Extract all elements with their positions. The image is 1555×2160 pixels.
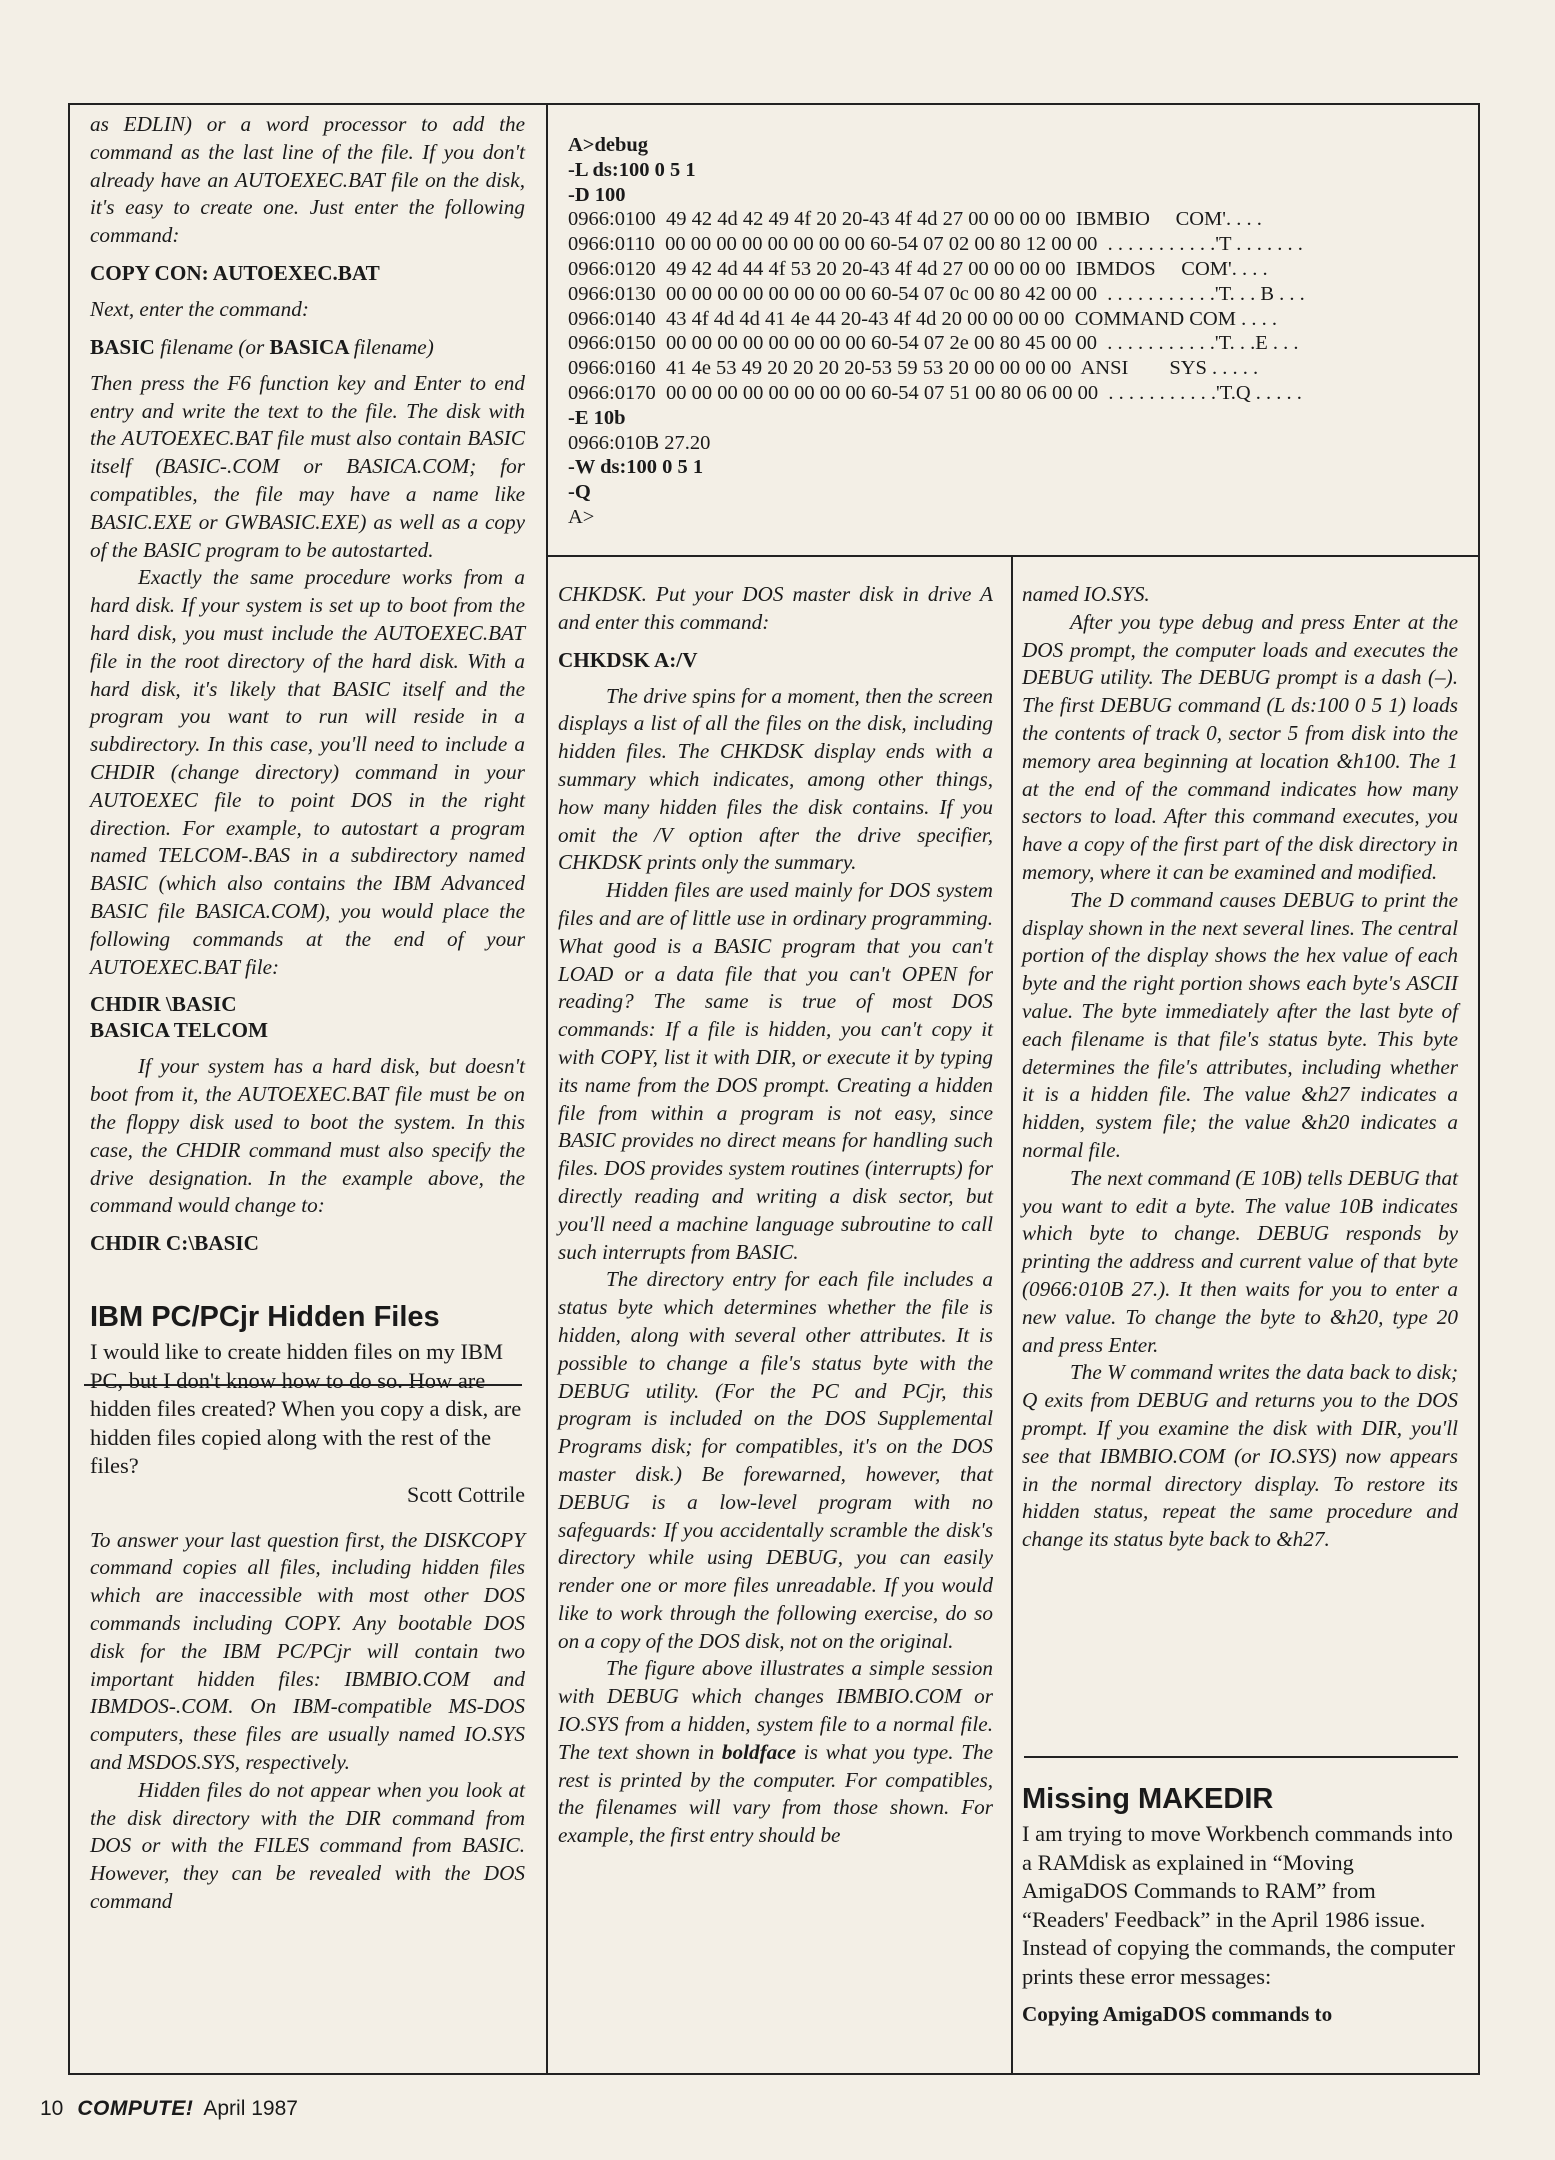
col3-paragraph-2: After you type debug and press Enter at the DOS prompt, the computer loads and executes the DEBUG utility. The DEBUG prompt is a dash (–). The first DEBUG command (L ds:100 0 5 1) loads the contents of track 0, sector 5 from disk into the memory area beginning at location &h100. The 1 at the end of the command indicates how many sectors to load. After this command executes, you have a copy of the first part of the disk directory in memory, where it can be examined and modified. — [1022, 609, 1458, 884]
section-heading-hidden-files: IBM PC/PCjr Hidden Files — [90, 1301, 440, 1334]
debug-line: -D 100 — [568, 183, 626, 206]
letter-signature: Scott Cottrile — [407, 1481, 525, 1507]
debug-line: -E 10b — [568, 406, 626, 429]
magazine-brand: COMPUTE! — [77, 2097, 194, 2120]
rule-col3 — [1024, 1756, 1458, 1758]
reader-letter-makedir: I am trying to move Workbench commands into a RAMdisk as explained in “Moving AmigaDOS Commands to RAM” from “Readers' Feedback” in the April 1986 issue. Instead of copying the commands, the computer prints these error messages: — [1022, 1821, 1456, 1989]
debug-line: 0966:0100 49 42 4d 42 49 4f 20 20-43 4f 4d 27 00 00 00 00 IBMBIO COM'. . . . — [568, 208, 1262, 231]
issue-date: April 1987 — [203, 2097, 298, 2120]
debug-line: 0966:0170 00 00 00 00 00 00 00 00 60-54 07 51 00 80 06 00 00 . . . . . . . . . . .'T.Q . . . . . — [568, 381, 1302, 404]
section-heading-makedir: Missing MAKEDIR — [1022, 1783, 1274, 1815]
col1-paragraph-2: Next, enter the command: — [90, 296, 309, 321]
column-divider-1 — [546, 103, 548, 2075]
command-basica-telcom: BASICA TELCOM — [90, 1018, 268, 1043]
command-chkdsk: CHKDSK A:/V — [558, 647, 698, 672]
cmd-basic-c: (or — [238, 334, 265, 359]
command-copy-con: COPY CON: AUTOEXEC.BAT — [90, 260, 380, 285]
col2-paragraph-2: The drive spins for a moment, then the screen displays a list of all the files on the disk, including hidden files. The CHKDSK display ends with a summary which indicates, among other things, how many hidden files the disk contains. If you omit the /V option after the drive specifier, CHKDSK prints only the summary. — [558, 683, 993, 875]
debug-line: A> — [568, 505, 595, 528]
column-divider-2 — [1011, 557, 1013, 2075]
debug-box-bottom-rule — [546, 555, 1480, 557]
reader-letter-hidden-files: I would like to create hidden files on my IBM PC, but I don't know how to do so. How are hidden files created? When you copy a disk, are hidden files copied along with the rest of the files? — [90, 1339, 522, 1479]
col3-paragraph-4: The next command (E 10B) tells DEBUG that you want to edit a byte. The value 10B indicates which byte to change. DEBUG responds by printing the address and current value of that byte (0966:010B 27.). It then waits for you to enter a new value. To change the byte to &h20, type 20 and press Enter. — [1022, 1165, 1458, 1357]
cmd-basic-b: filename — [160, 334, 234, 359]
col1-paragraph-3: Then press the F6 function key and Enter to end entry and write the text to the file. The disk with the AUTOEXEC.BAT file must also contain BASIC itself (BASIC-.COM or BASICA.COM; for compatibles, the file may have a name like BASIC.EXE or GWBASIC.EXE) as well as a copy of the BASIC program to be autostarted. — [90, 370, 525, 562]
debug-line: 0966:0110 00 00 00 00 00 00 00 00 60-54 07 02 00 80 12 00 00 . . . . . . . . . . .'T . . . . . . . — [568, 233, 1303, 256]
col3-paragraph-1: named IO.SYS. — [1022, 582, 1150, 606]
debug-line: 0966:0150 00 00 00 00 00 00 00 00 60-54 07 2e 00 80 45 00 00 . . . . . . . . . . .'T. . .E . . . — [568, 332, 1299, 355]
cmd-basic-d: BASICA — [269, 334, 349, 359]
debug-line: 0966:0140 43 4f 4d 4d 41 4e 44 20-43 4f 4d 20 00 00 00 00 COMMAND COM . . . . — [568, 307, 1277, 330]
debug-line: 0966:0130 00 00 00 00 00 00 00 00 60-54 07 0c 00 80 42 00 00 . . . . . . . . . . .'T. . . B . . . — [568, 282, 1305, 305]
debug-line: 0966:010B 27.20 — [568, 431, 711, 454]
command-chdir-basic: CHDIR \BASIC — [90, 992, 237, 1017]
page-number: 10 — [40, 2097, 64, 2120]
col2-paragraph-5: The figure above illustrates a simple session with DEBUG which changes IBMBIO.COM or IO.SYS from a hidden, system file to a normal file. The text shown in boldface is what you type. The rest is printed by the computer. For compatibles, the filenames will vary from those shown. For example, the first entry should be — [558, 1656, 993, 1848]
col1-paragraph-4: Exactly the same procedure works from a hard disk. If your system is set up to boot from the hard disk, you must include the AUTOEXEC.BAT file in the root directory of the hard disk. With a hard disk, it's likely that BASIC itself and the program you want to run will reside in a subdirectory. In this case, you'll need to include a CHDIR (change directory) command in your AUTOEXEC file to point DOS in the right direction. For example, to autostart a program named TELCOM-.BAS in a subdirectory named BASIC (which also contains the IBM Advanced BASIC file BASICA.COM), you would place the following commands at the end of your AUTOEXEC.BAT file: — [90, 565, 525, 979]
command-chdir-c: CHDIR C:\BASIC — [90, 1231, 259, 1256]
debug-line: A>debug — [568, 134, 649, 156]
debug-line: -L ds:100 0 5 1 — [568, 158, 696, 181]
col1-paragraph-7: Hidden files do not appear when you look at the disk directory with the DIR command from DOS or with the FILES command from BASIC. However, they can be revealed with the DOS command — [90, 1777, 525, 1913]
col1-paragraph-5: If your system has a hard disk, but doesn't boot from it, the AUTOEXEC.BAT file must be on the floppy disk used to boot the system. In this case, the CHDIR command must also specify the drive designation. In the example above, the command would change to: — [90, 1054, 525, 1218]
col3-paragraph-5: The W command writes the data back to disk; Q exits from DEBUG and returns you to the DOS prompt. If you examine the disk with DIR, you'll see that IBMBIO.COM (or IO.SYS) now appears in the normal directory display. To restore its hidden status, repeat the same procedure and change its status byte back to &h27. — [1022, 1360, 1458, 1552]
col1-paragraph-6: To answer your last question first, the DISKCOPY command copies all files, including hidden files which are inaccessible with most other DOS commands including COPY. Any bootable DOS disk for the IBM PC/PCjr will contain two important hidden files: IBMBIO.COM and IBMDOS-.COM. On IBM-compatible MS-DOS computers, these files are usually named IO.SYS and MSDOS.SYS, respectively. — [90, 1527, 525, 1774]
debug-session-listing — [568, 133, 1468, 530]
column-3 — [1022, 581, 1458, 1554]
debug-line: 0966:0160 41 4e 53 49 20 20 20 20-53 59 53 20 00 00 00 00 ANSI SYS . . . . . — [568, 357, 1259, 380]
command-basic — [90, 334, 525, 360]
col1-paragraph-1: as EDLIN) or a word processor to add the command as the last line of the file. If you don't already have an AUTOEXEC.BAT file on the disk, it's easy to create one. Just enter the following command: — [90, 112, 525, 248]
column-3-lower — [1022, 1782, 1458, 2037]
col2-paragraph-4: The directory entry for each file includes a status byte which determines whether the file is hidden, along with several other attributes. It is possible to change a file's status byte with the DEBUG utility. (For the PC and PCjr, this program is included on the DOS Supplemental Programs disk; for compatibles, it's on the DOS master disk.) Be forewarned, however, that DEBUG is a low-level program with no safeguards: If you accidentally scramble the disk's directory while using DEBUG, you can easily render one or more files unreadable. If you would like to work through the following exercise, do so on a copy of the DOS disk, not on the original. — [558, 1267, 993, 1653]
col3-paragraph-3: The D command causes DEBUG to print the display shown in the next several lines. The central portion of the display shows the hex value of each byte and the right portion shows each byte's ASCII value. The byte immediately after the last byte of each filename is that file's status byte. This byte determines the file's attributes, including whether it is a hidden file. The value &h27 indicates a hidden, system file; the value &h20 indicates a normal file. — [1022, 887, 1458, 1162]
column-2 — [558, 581, 993, 1850]
debug-line: -W ds:100 0 5 1 — [568, 456, 704, 479]
col2-paragraph-1: CHKDSK. Put your DOS master disk in drive A and enter this command: — [558, 582, 993, 634]
cmd-basic-a: BASIC — [90, 334, 155, 359]
debug-line: -Q — [568, 481, 591, 504]
cmd-basic-e: filename) — [353, 334, 434, 359]
col2-paragraph-3: Hidden files are used mainly for DOS system files and are of little use in ordinary programming. What good is a BASIC program that you can't LOAD or a data file that you can't OPEN for reading? The same is true of most DOS commands: If a file is hidden, you can't copy it with COPY, list it with DIR, or execute it by typing its name from the DOS prompt. Creating a hidden file from within a program is not easy, since BASIC provides no direct means for handling such files. DOS provides system routines (interrupts) for directly reading and writing a disk sector, but you'll need a machine language subroutine to call such interrupts from BASIC. — [558, 878, 993, 1264]
debug-line: 0966:0120 49 42 4d 44 4f 53 20 20-43 4f 4d 27 00 00 00 00 IBMDOS COM'. . . . — [568, 257, 1268, 280]
column-1 — [90, 111, 525, 1916]
command-copying-amigados: Copying AmigaDOS commands to — [1022, 2002, 1333, 2026]
page-footer — [40, 2097, 298, 2121]
